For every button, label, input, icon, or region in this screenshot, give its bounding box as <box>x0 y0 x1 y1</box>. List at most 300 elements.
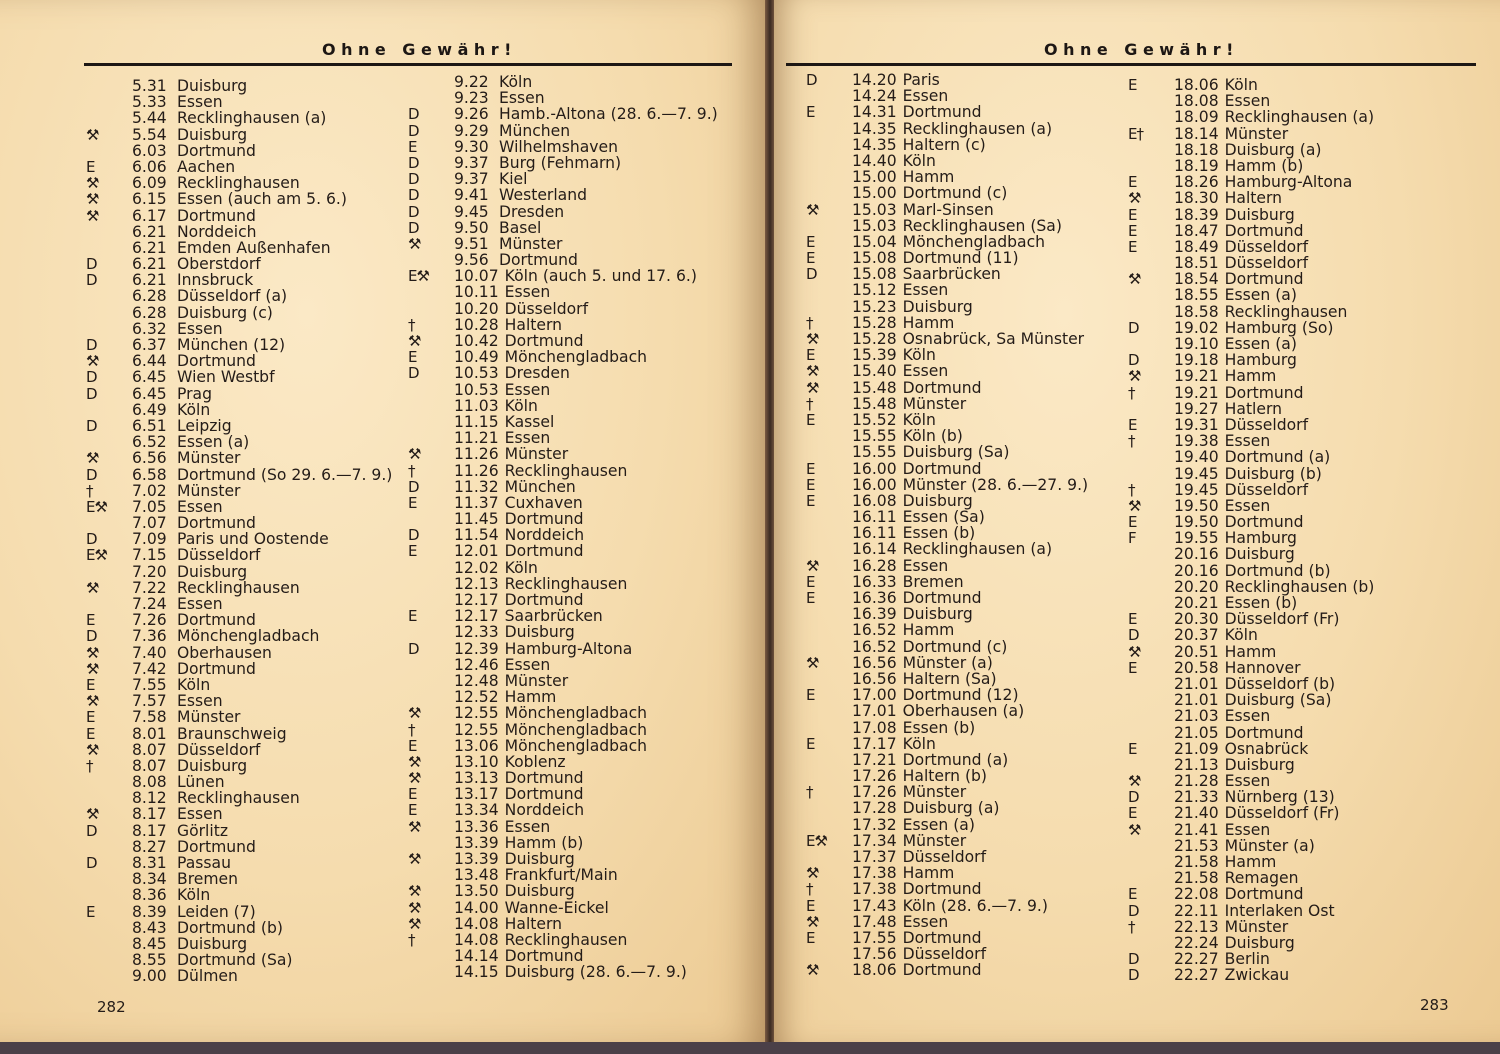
timetable-row <box>806 558 1088 574</box>
service-mark <box>86 920 132 936</box>
destination: Dülmen <box>177 967 238 986</box>
departure-time: 18.09 <box>1174 108 1219 127</box>
destination: Düsseldorf <box>1224 415 1309 434</box>
destination: Braunschweig <box>177 724 287 743</box>
departure-time: 15.28 <box>852 313 897 332</box>
timetable-row <box>86 450 392 466</box>
destination: Hamm <box>902 168 955 187</box>
departure-time: 21.40 <box>1174 804 1219 823</box>
departure-time: 14.35 <box>852 119 897 138</box>
destination: Haltern (c) <box>902 135 986 154</box>
departure-time: 17.34 <box>852 831 897 850</box>
timetable-row <box>86 256 392 272</box>
destination: Recklinghausen <box>504 574 628 593</box>
destination: Dortmund <box>177 611 256 630</box>
timetable-row <box>806 493 1088 509</box>
timetable-row <box>806 898 1088 914</box>
hammer-icon: ⚒ <box>806 330 819 348</box>
destination: Dortmund (11) <box>902 249 1019 268</box>
destination: Haltern (b) <box>902 767 988 786</box>
service-mark <box>806 88 852 104</box>
timetable-row <box>408 883 718 899</box>
destination: Essen <box>1224 707 1271 726</box>
timetable-row <box>1128 109 1374 125</box>
service-mark: E <box>1128 221 1137 240</box>
page-header: Ohne Gewähr! <box>322 40 517 59</box>
service-mark: E <box>806 572 815 591</box>
timetable-row <box>806 946 1088 962</box>
departure-time: 16.00 <box>852 475 897 494</box>
header-rule <box>786 63 1476 66</box>
timetable-row <box>806 137 1088 153</box>
departure-time: 9.37 <box>454 170 489 189</box>
destination: Recklinghausen <box>504 461 628 480</box>
service-mark: E <box>1128 237 1137 256</box>
timetable-row <box>86 693 392 709</box>
departure-time: 13.06 <box>454 736 499 755</box>
departure-time: 21.58 <box>1174 853 1219 871</box>
departure-time: 17.26 <box>852 783 897 802</box>
service-mark: D <box>408 364 419 383</box>
destination: Köln <box>902 346 936 365</box>
service-mark <box>1128 579 1174 595</box>
hammer-icon: ⚒ <box>86 740 99 759</box>
departure-time: 22.11 <box>1174 901 1219 920</box>
destination: Düsseldorf (Fr) <box>1224 610 1340 629</box>
destination: Dortmund (a) <box>902 750 1009 769</box>
departure-time: 21.09 <box>1174 739 1219 758</box>
service-mark: D <box>806 71 817 89</box>
departure-time: 15.08 <box>852 265 897 284</box>
service-mark: E <box>806 734 815 753</box>
service-mark <box>1128 401 1174 417</box>
departure-time: 9.37 <box>454 153 489 172</box>
service-mark <box>806 768 852 784</box>
service-mark <box>408 430 454 446</box>
page-header: Ohne Gewähr! <box>1044 40 1239 59</box>
destination: Münster <box>177 708 241 727</box>
timetable-row <box>86 127 392 143</box>
departure-time: 18.08 <box>1174 92 1219 111</box>
destination: Dortmund <box>504 785 584 804</box>
timetable-row <box>408 317 718 333</box>
hammer-icon: ⚒ <box>408 850 421 868</box>
timetable-row <box>806 930 1088 946</box>
service-mark <box>86 887 132 903</box>
timetable-row <box>806 347 1088 363</box>
service-mark: D <box>86 465 97 484</box>
destination: Dortmund <box>177 659 256 678</box>
service-mark: E <box>86 708 95 727</box>
departure-time: 18.06 <box>1174 76 1219 94</box>
departure-time: 8.07 <box>132 756 167 775</box>
departure-time: 20.20 <box>1174 577 1219 596</box>
destination: Dortmund <box>504 542 584 561</box>
service-mark: E <box>408 801 417 820</box>
timetable-row <box>1128 287 1374 303</box>
destination: Köln <box>504 396 538 415</box>
destination: Köln <box>177 675 211 694</box>
departure-time: 6.06 <box>132 157 167 176</box>
destination: Essen <box>902 912 949 931</box>
departure-time: 16.11 <box>852 524 897 543</box>
hammer-icon: ⚒ <box>806 912 819 931</box>
service-mark <box>1128 563 1174 579</box>
service-mark <box>1128 158 1174 174</box>
service-mark: E <box>1128 205 1137 224</box>
departure-time: 18.26 <box>1174 173 1219 192</box>
destination: Essen <box>902 87 949 106</box>
destination: Hamm <box>902 864 955 883</box>
destination: Dortmund <box>499 251 578 270</box>
timetable-row <box>86 806 392 822</box>
destination: Düsseldorf <box>1224 237 1309 256</box>
departure-time: 19.10 <box>1174 335 1219 353</box>
service-mark: D <box>408 202 419 221</box>
timetable-row <box>408 576 718 592</box>
departure-time: 17.56 <box>852 945 897 964</box>
departure-time: 19.02 <box>1174 318 1219 337</box>
timetable-row <box>1128 741 1374 757</box>
service-mark: E <box>806 928 815 947</box>
hammer-icon: ⚒ <box>806 378 819 397</box>
destination: Essen <box>902 556 949 575</box>
service-mark <box>1128 725 1174 741</box>
hammer-icon: ⚒ <box>86 206 99 225</box>
timetable-row <box>86 952 392 968</box>
timetable-row <box>408 900 718 916</box>
timetable-row <box>1128 627 1374 643</box>
timetable-row <box>408 220 718 236</box>
service-mark: D <box>1128 626 1139 645</box>
destination: Duisburg <box>902 297 973 316</box>
service-mark: D <box>1128 950 1139 969</box>
destination: Essen (a) <box>902 815 975 834</box>
departure-time: 14.08 <box>454 930 499 949</box>
service-mark: E <box>806 491 815 510</box>
destination: Bremen <box>177 870 239 889</box>
departure-time: 17.21 <box>852 750 897 769</box>
timetable-row <box>806 477 1088 493</box>
hammer-icon: ⚒ <box>408 752 421 771</box>
timetable-row <box>408 916 718 932</box>
departure-time: 10.28 <box>454 315 499 334</box>
timetable-row <box>86 677 392 693</box>
timetable-row <box>1128 611 1374 627</box>
service-mark: E <box>1128 610 1137 629</box>
hammer-icon: ⚒ <box>1128 189 1141 208</box>
destination: Recklinghausen (b) <box>1224 577 1375 596</box>
timetable-column <box>86 78 392 985</box>
service-mark: D <box>86 821 97 840</box>
page-right <box>774 0 1500 1042</box>
departure-time: 10.11 <box>454 283 499 302</box>
service-mark: E <box>1128 415 1137 434</box>
timetable-row <box>86 467 392 483</box>
destination: Köln <box>902 410 936 429</box>
service-mark <box>408 673 454 689</box>
hammer-icon: ⚒ <box>806 556 819 575</box>
departure-time: 6.56 <box>132 449 167 468</box>
departure-time: 9.56 <box>454 251 489 270</box>
departure-time: 8.12 <box>132 789 167 808</box>
service-mark <box>1128 255 1174 271</box>
service-mark <box>408 414 454 430</box>
destination: Norddeich <box>504 801 585 820</box>
departure-time: 15.28 <box>852 330 897 348</box>
destination: Duisburg <box>177 77 248 95</box>
destination: Dortmund (So 29. 6.—7. 9.) <box>177 465 393 484</box>
timetable-row <box>408 430 718 446</box>
departure-time: 13.36 <box>454 817 499 836</box>
departure-time: 8.08 <box>132 773 167 792</box>
destination: Essen <box>1224 496 1271 515</box>
destination: Hamburg <box>1224 529 1297 548</box>
hammer-icon: ⚒ <box>86 692 99 711</box>
destination: Düsseldorf <box>1224 480 1309 499</box>
departure-time: 20.16 <box>1174 545 1219 564</box>
destination: München <box>504 477 576 496</box>
destination: Düsseldorf <box>177 740 261 759</box>
destination: Köln (28. 6.—7. 9.) <box>902 896 1048 915</box>
departure-time: 7.02 <box>132 481 167 500</box>
departure-time: 10.07 <box>454 267 499 286</box>
destination: Interlaken Ost <box>1224 901 1335 920</box>
cross-icon: † <box>86 756 93 775</box>
departure-time: 11.21 <box>454 429 499 448</box>
service-mark: D <box>86 627 97 646</box>
departure-time: 21.01 <box>1174 674 1219 693</box>
departure-time: 17.01 <box>852 702 897 721</box>
service-mark <box>806 800 852 816</box>
timetable-row <box>408 689 718 705</box>
departure-time: 12.02 <box>454 558 499 577</box>
service-mark <box>86 321 132 337</box>
destination: Münster <box>1224 124 1289 143</box>
destination: Dortmund <box>504 332 584 350</box>
departure-time: 8.55 <box>132 951 167 970</box>
timetable-row <box>1128 401 1374 417</box>
timetable-row <box>408 398 718 414</box>
service-mark <box>408 74 454 90</box>
timetable-row <box>1128 368 1374 384</box>
destination: Essen (auch am 5. 6.) <box>177 190 347 209</box>
timetable-row <box>408 74 718 90</box>
service-mark <box>1128 838 1174 854</box>
service-mark: E <box>408 785 417 804</box>
destination: Köln <box>1224 76 1258 94</box>
departure-time: 18.19 <box>1174 156 1219 175</box>
timetable-row <box>408 738 718 754</box>
timetable-row <box>1128 466 1374 482</box>
departure-time: 7.07 <box>132 514 167 533</box>
departure-time: 6.28 <box>132 287 167 306</box>
hammer-icon: ⚒ <box>86 449 99 468</box>
departure-time: 15.03 <box>852 200 897 219</box>
cross-icon: † <box>1128 917 1135 936</box>
destination: Düsseldorf (a) <box>177 287 288 306</box>
destination: Duisburg <box>1224 755 1295 774</box>
service-mark <box>1128 546 1174 562</box>
destination: Burg (Fehmarn) <box>499 153 622 172</box>
timetable-column <box>1128 77 1374 984</box>
destination: Kiel <box>499 170 528 189</box>
destination: Duisburg (c) <box>177 303 273 322</box>
hammer-icon: ⚒ <box>806 864 819 883</box>
departure-time: 6.37 <box>132 336 167 354</box>
destination: Innsbruck <box>177 271 254 290</box>
destination: Duisburg <box>1224 205 1295 224</box>
destination: Münster <box>902 783 967 802</box>
destination: Dortmund <box>902 103 982 122</box>
timetable-row <box>1128 935 1374 951</box>
timetable-row <box>86 661 392 677</box>
destination: Münster <box>177 449 241 468</box>
destination: Köln <box>1224 626 1258 645</box>
service-mark <box>806 169 852 185</box>
timetable-row <box>408 204 718 220</box>
cross-icon: † <box>408 461 415 480</box>
departure-time: 15.03 <box>852 216 897 235</box>
service-mark <box>1128 692 1174 708</box>
page-number: 283 <box>1420 996 1449 1014</box>
timetable-row <box>806 250 1088 266</box>
timetable-row <box>408 802 718 818</box>
departure-time: 18.06 <box>852 961 897 980</box>
destination: Essen <box>902 281 949 300</box>
departure-time: 14.40 <box>852 151 897 170</box>
service-mark <box>806 671 852 687</box>
departure-time: 19.38 <box>1174 432 1219 451</box>
departure-time: 14.14 <box>454 947 499 966</box>
destination: Leiden (7) <box>177 902 256 921</box>
departure-time: 11.37 <box>454 493 499 512</box>
hammer-icon: ⚒ <box>408 445 421 464</box>
timetable-row <box>1128 142 1374 158</box>
departure-time: 7.42 <box>132 659 167 678</box>
destination: Dortmund <box>177 514 256 533</box>
destination: Bremen <box>902 572 964 591</box>
service-mark <box>408 689 454 705</box>
destination: Dortmund <box>902 880 982 899</box>
timetable-row <box>1128 498 1374 514</box>
cross-icon: † <box>806 394 813 413</box>
hammer-icon: ⚒ <box>86 578 99 597</box>
departure-time: 22.27 <box>1174 966 1219 985</box>
destination: Dortmund (Sa) <box>177 951 293 970</box>
destination: Recklinghausen (a) <box>177 109 327 128</box>
departure-time: 15.12 <box>852 281 897 300</box>
service-mark <box>806 185 852 201</box>
timetable-row <box>408 284 718 300</box>
destination: Essen <box>504 380 551 399</box>
departure-time: 16.14 <box>852 540 897 559</box>
service-mark <box>1128 757 1174 773</box>
departure-time: 8.34 <box>132 870 167 889</box>
service-mark <box>86 94 132 110</box>
departure-time: 17.08 <box>852 718 897 737</box>
timetable-row <box>86 321 392 337</box>
destination: Recklinghausen (a) <box>902 540 1053 559</box>
timetable-row <box>408 495 718 511</box>
departure-time: 7.40 <box>132 643 167 662</box>
service-mark: D <box>408 153 419 172</box>
timetable-row <box>806 234 1088 250</box>
timetable-row <box>1128 967 1374 983</box>
departure-time: 9.22 <box>454 73 489 91</box>
timetable-row <box>806 606 1088 622</box>
timetable-row <box>408 446 718 462</box>
departure-time: 13.39 <box>454 850 499 868</box>
departure-time: 15.04 <box>852 232 897 251</box>
timetable-row <box>408 770 718 786</box>
cross-icon: † <box>806 880 813 899</box>
service-mark: E <box>806 459 815 478</box>
destination: Hamburg-Altona <box>1224 173 1353 192</box>
departure-time: 7.05 <box>132 497 167 516</box>
departure-time: 20.58 <box>1174 658 1219 677</box>
destination: Norddeich <box>177 222 257 241</box>
departure-time: 12.55 <box>454 720 499 739</box>
departure-time: 12.55 <box>454 704 499 723</box>
timetable-row <box>806 687 1088 703</box>
timetable-row <box>1128 903 1374 919</box>
destination: Dortmund <box>177 352 256 371</box>
destination: Essen <box>177 497 223 516</box>
timetable-row <box>806 574 1088 590</box>
destination: Duisburg <box>902 605 973 624</box>
departure-time: 11.32 <box>454 477 499 496</box>
departure-time: 15.00 <box>852 168 897 187</box>
service-mark: D <box>408 639 419 658</box>
timetable-row <box>1128 271 1374 287</box>
timetable-row <box>86 94 392 110</box>
service-mark <box>806 541 852 557</box>
service-mark <box>408 657 454 673</box>
timetable-row <box>86 175 392 191</box>
departure-time: 19.50 <box>1174 496 1219 515</box>
timetable-row <box>408 382 718 398</box>
departure-time: 21.28 <box>1174 772 1219 791</box>
service-mark: D <box>408 170 419 189</box>
timetable-row <box>1128 514 1374 530</box>
service-mark <box>806 525 852 541</box>
destination: Dortmund <box>1224 270 1304 289</box>
timetable-row <box>408 673 718 689</box>
departure-time: 12.13 <box>454 574 499 593</box>
departure-time: 16.33 <box>852 572 897 591</box>
service-mark <box>408 382 454 398</box>
destination: Duisburg <box>1224 933 1295 952</box>
destination: Recklinghausen <box>177 578 300 597</box>
timetable-row <box>806 412 1088 428</box>
destination: Dortmund <box>177 837 256 856</box>
departure-time: 11.15 <box>454 412 499 431</box>
departure-time: 8.17 <box>132 805 167 824</box>
destination: Münster (a) <box>1224 836 1315 855</box>
timetable-row <box>806 639 1088 655</box>
departure-time: 9.30 <box>454 137 489 156</box>
timetable-row <box>408 123 718 139</box>
timetable-row <box>408 155 718 171</box>
timetable-row <box>806 282 1088 298</box>
destination: Remagen <box>1224 869 1299 888</box>
destination: Duisburg (a) <box>902 799 1000 818</box>
timetable-row <box>1128 708 1374 724</box>
timetable-row <box>1128 482 1374 498</box>
service-mark: E <box>806 589 815 607</box>
departure-time: 11.26 <box>454 461 499 480</box>
